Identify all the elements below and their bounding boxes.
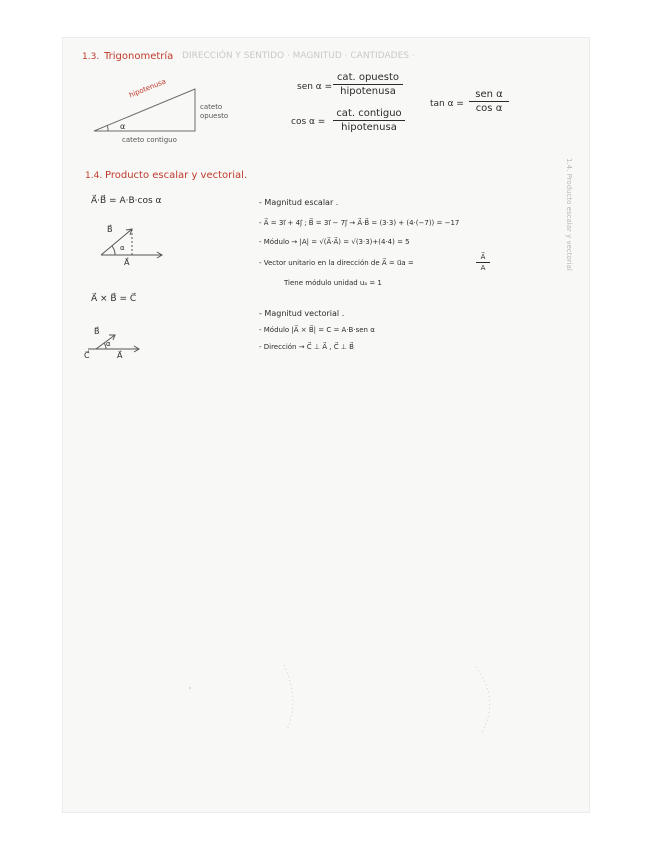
tan-denominator: cos α (475, 103, 503, 114)
bleed-through-text: DIRECCIÓN Y SENTIDO · MAGNITUD · CANTIDADES · (182, 51, 415, 61)
unit-vector-numerator: A⃗ (476, 253, 490, 263)
scalar-diagram-angle: α (120, 244, 125, 252)
tan-lhs: tan α = (430, 99, 464, 109)
vector-modulo: - Módulo |A⃗ × B⃗| = C = A·B·sen α (259, 326, 375, 334)
scalar-product-formula: A⃗·B⃗ = A·B·cos α (91, 196, 162, 206)
unit-vector-text: - Vector unitario en la dirección de A⃗ = u⃗a = (259, 259, 414, 267)
scalar-example: - A⃗ = 3i⃗ + 4j⃗ ; B⃗ = 3i⃗ − 7j⃗ → A⃗·B⃗ = (3·3) + (4·(−7)) = −17 (259, 219, 460, 227)
margin-note: 1.4. Producto escalar y vectorial (565, 158, 573, 271)
vector-diagram-b: B⃗ (94, 327, 100, 336)
section-14-number: 1.4. (85, 171, 103, 181)
opposite-label: cateto opuesto (200, 103, 229, 120)
cos-lhs: cos α = (291, 117, 326, 127)
unit-vector-denominator: A (480, 264, 486, 272)
adjacent-label: cateto contiguo (122, 136, 177, 144)
scalar-modulo: - Módulo → |A| = √(A⃗·A⃗) = √(3·3)+(4·4) = 5 (259, 238, 410, 246)
tan-numerator: sen α (469, 89, 509, 102)
section-13-number: 1.3. (82, 52, 100, 62)
section-13-title: Trigonometría (104, 51, 174, 62)
vector-diagram-a: A⃗ (117, 351, 123, 360)
vector-diagram-c: C⃗ (84, 351, 90, 360)
unit-modulus-note: Tiene módulo unidad uₐ = 1 (284, 279, 382, 287)
cos-denominator: hipotenusa (341, 122, 397, 133)
cos-numerator: cat. contiguo (333, 108, 405, 121)
vector-diagram-angle: α (106, 340, 111, 348)
angle-alpha-label: α (120, 122, 126, 131)
vector-direction: - Dirección → C⃗ ⊥ A⃗ , C⃗ ⊥ B⃗ (259, 343, 354, 351)
vector-magnitude-title: - Magnitud vectorial . (259, 309, 345, 318)
vector-product-formula: A⃗ × B⃗ = C⃗ (91, 294, 137, 304)
section-14-title: Producto escalar y vectorial. (105, 170, 248, 181)
sen-denominator: hipotenusa (340, 86, 396, 97)
sen-numerator: cat. opuesto (333, 72, 403, 85)
hypotenuse-label: hipotenusa (128, 77, 168, 100)
sen-lhs: sen α = (297, 82, 333, 92)
scalar-diagram-a: A⃗ (124, 258, 130, 267)
scalar-magnitude-title: - Magnitud escalar . (259, 198, 339, 207)
scalar-diagram-b: B⃗ (107, 225, 113, 234)
